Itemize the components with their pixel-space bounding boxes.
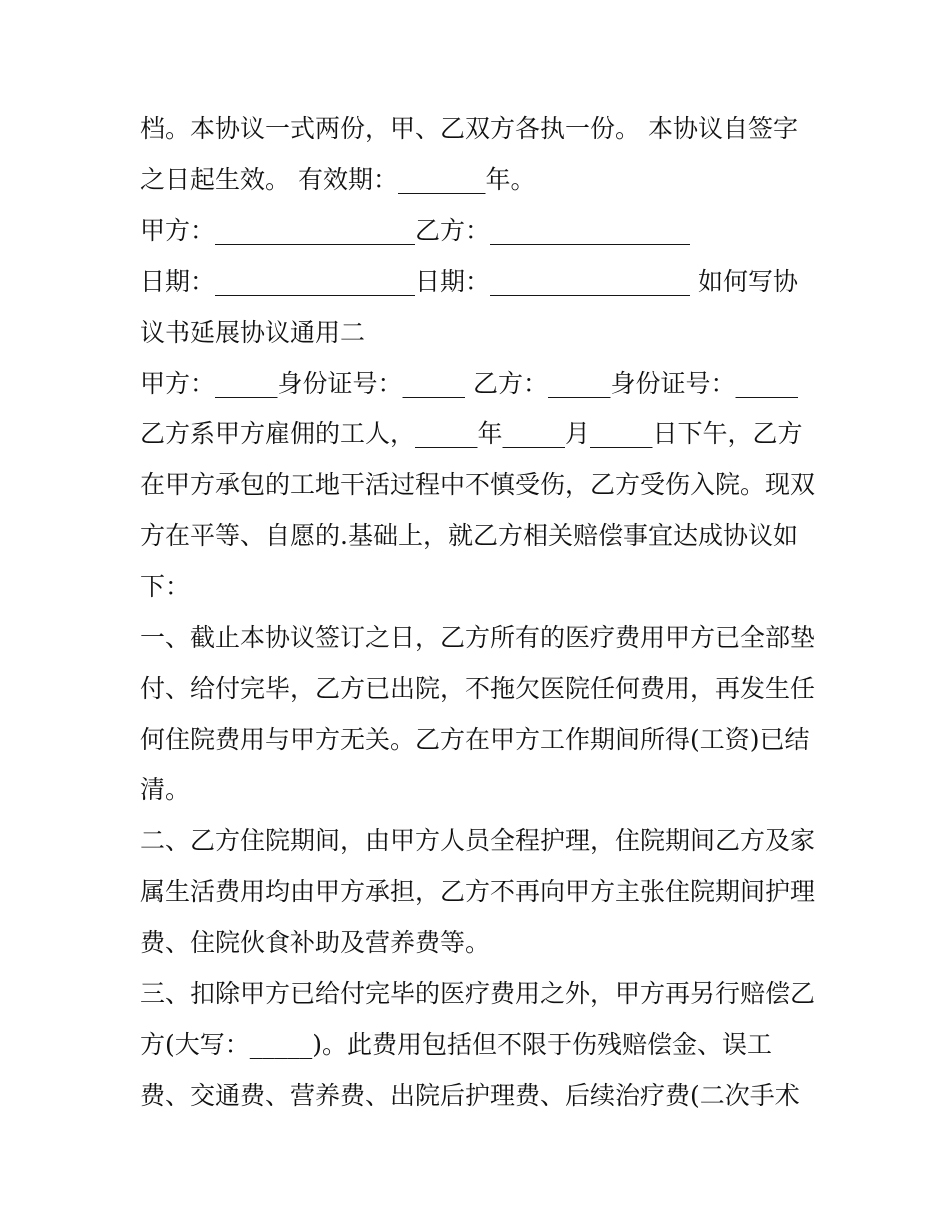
text-line: 方(大写：_____)。此费用包括但不限于伤残赔偿金、误工: [140, 1030, 773, 1059]
text-line: 在甲方承包的工地干活过程中不慎受伤，乙方受伤入院。现双: [140, 470, 816, 499]
text-line: 清。: [140, 775, 191, 804]
text-line: 一、截止本协议签订之日，乙方所有的医疗费用甲方已全部垫: [140, 623, 816, 652]
text-line: 三、扣除甲方已给付完毕的医疗费用之外，甲方再另行赔偿乙: [140, 979, 816, 1008]
text-line: 何住院费用与甲方无关。乙方在甲方工作期间所得(工资)已结: [140, 725, 810, 754]
text-line: 甲方：_____身份证号：_____ 乙方：_____身份证号：_____: [140, 369, 798, 398]
text-line: 议书延展协议通用二: [140, 318, 366, 347]
text-line: 档。本协议一式两份，甲、乙双方各执一份。 本协议自签字: [140, 114, 798, 143]
text-line: 下：: [140, 572, 191, 601]
text-line: 日期：________________日期：________________ 如何写协: [140, 267, 798, 296]
text-line: 付、给付完毕，乙方已出院，不拖欠医院任何费用，再发生任: [140, 674, 816, 703]
text-line: 属生活费用均由甲方承担，乙方不再向甲方主张住院期间护理: [140, 877, 816, 906]
text-line: 乙方系甲方雇佣的工人，_____年_____月_____日下午，乙方: [140, 419, 803, 448]
text-line: 二、乙方住院期间，由甲方人员全程护理，住院期间乙方及家: [140, 826, 816, 855]
text-line: 费、交通费、营养费、出院后护理费、后续治疗费(二次手术: [140, 1081, 800, 1110]
text-line: 方在平等、自愿的.基础上，就乙方相关赔偿事宜达成协议如: [140, 521, 798, 550]
text-line: 甲方：________________乙方：________________: [140, 216, 691, 245]
text-line: 费、住院伙食补助及营养费等。: [140, 928, 491, 957]
text-line: 之日起生效。 有效期：_______年。: [140, 165, 536, 194]
